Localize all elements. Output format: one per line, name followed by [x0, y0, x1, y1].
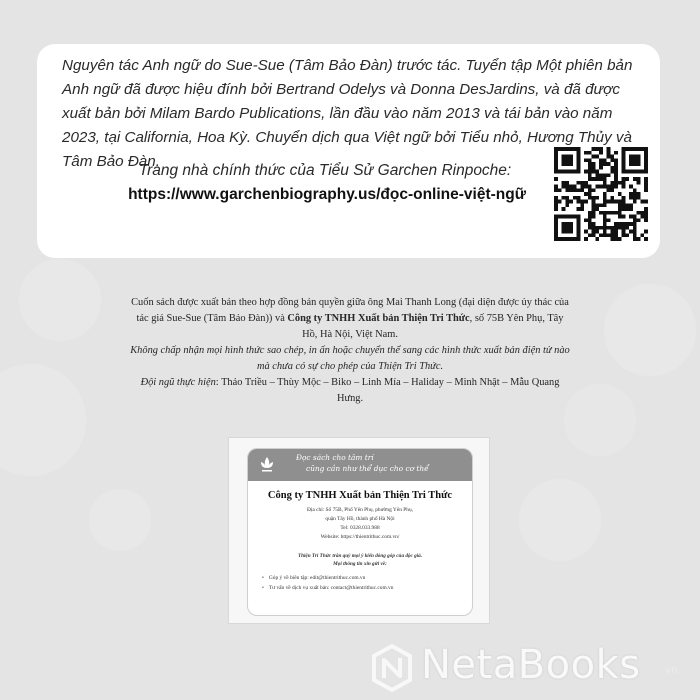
netabooks-watermark — [368, 640, 688, 700]
lotus-logo-icon — [258, 455, 276, 475]
feedback-note-line-2: Mọi thông tin xin gửi về: — [333, 561, 387, 567]
qr-code-icon[interactable] — [554, 147, 648, 241]
copyright-statement — [130, 295, 570, 343]
watermark-brand: NetaBooks — [421, 642, 641, 688]
official-site-label: Trang nhà chính thức của Tiểu Sử Garchen Rinpoche: — [138, 162, 512, 179]
team-members: : Thảo Triều – Thùy Mộc – Biko – Linh Mía – Haliday – Minh Nhật – Mẫu Quang Hưng. — [215, 377, 560, 404]
team-label: Đội ngũ thực hiện — [140, 377, 216, 388]
publisher-card — [228, 437, 490, 624]
copyright-prefix: Cuốn sách được xuất bản theo hợp đồng bản quyền giữa ông Mai Thanh Long (đại diện được ủy thác của tác giả Sue-Sue (Tâm Bảo Đàn)) và — [131, 297, 569, 324]
slogan-line-2: cũng cần như thể dục cho cơ thể — [306, 464, 429, 473]
publisher-address-2: quận Tây Hồ, thành phố Hà Nội — [325, 516, 395, 522]
feedback-note — [248, 552, 472, 568]
copyright-block — [130, 295, 570, 407]
netabooks-logo-icon — [368, 644, 416, 692]
publisher-slogan — [296, 452, 466, 474]
publisher-header — [248, 449, 472, 481]
contact-editorial[interactable]: • Góp ý về biên tập: edit@thientrithuc.com.vn — [262, 573, 472, 583]
publisher-website[interactable]: Website: https://thientrithuc.com.vn/ — [320, 534, 400, 540]
intro-paragraph: Nguyên tác Anh ngữ do Sue-Sue (Tâm Bảo Đàn) trước tác. Tuyển tập Một phiên bản Anh ngữ đã được hiệu đính bởi Bertrand Odelys và Donna DesJardins, và đã được xuất bản bởi Milam Bardo Publications, lần đầu vào năm 2013 và tái bản vào năm 2023, tại California, Hoa Kỳ. Chuyển dịch qua Việt ngữ bởi Tiểu nhỏ, Hương Thủy và Tâm Bảo Đàn. — [62, 57, 633, 170]
watermark-tld: .vn — [662, 665, 678, 676]
publisher-company-name: Công ty TNHH Xuất bản Thiện Tri Thức — [287, 313, 470, 324]
contact-list — [262, 573, 472, 593]
intro-card — [37, 44, 660, 258]
feedback-note-line-1: Thiện Tri Thức trân quý mọi ý kiến đóng góp của độc giả. — [297, 553, 423, 559]
publisher-name: Công ty TNHH Xuất bản Thiện Tri Thức — [267, 490, 453, 501]
slogan-line-1: Đọc sách cho tâm trí — [296, 453, 374, 462]
copyright-suffix: , số 75B Yên Phụ, Tây Hồ, Hà Nội, Việt Nam. — [302, 313, 564, 340]
copy-restriction-notice: Không chấp nhận mọi hình thức sao chép, in ấn hoặc chuyển thể sang các hình thức xuất bản điện tử nào mà chưa có sự cho phép của Thiện Tri Thức. — [130, 345, 570, 372]
official-site-link[interactable]: https://www.garchenbiography.us/đọc-online-việt-ngữ — [128, 186, 526, 203]
publisher-card-inner — [247, 448, 473, 616]
production-team — [130, 375, 570, 407]
publisher-phone: Tel: 0328.033.988 — [340, 525, 380, 531]
contact-services[interactable]: • Tư vấn về dịch vụ xuất bản: contact@thientrithuc.com.vn — [262, 583, 472, 593]
publisher-address-1: Địa chỉ: Số 75B, Phố Yên Phụ, phường Yên Phụ, — [307, 507, 413, 513]
